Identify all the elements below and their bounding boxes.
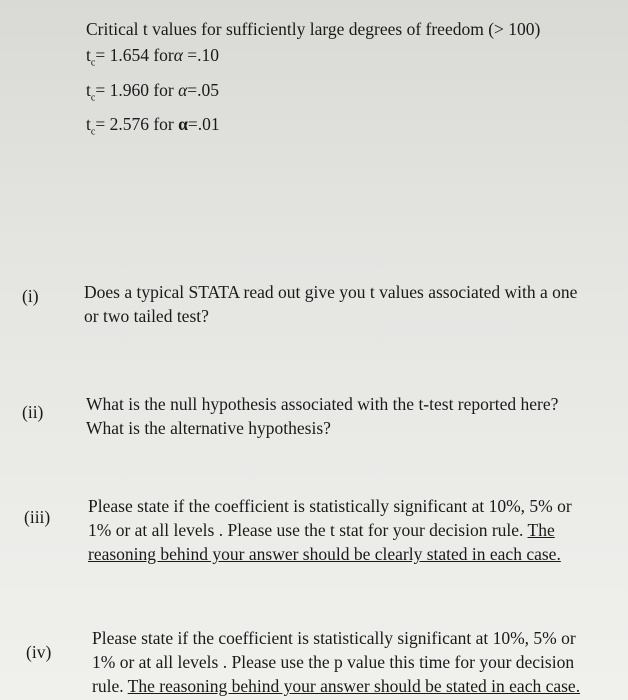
question-text: Please state if the coefficient is statistically significant at 10%, 5% or 1% or at all levels . Please use the t stat for your decision rule. The reasoning behind your answer should be clearly stated in each case. <box>88 496 572 564</box>
critical-values-block <box>86 16 540 146</box>
critical-value-line: $t_c= 1.654$ forα =.10 <box>86 45 220 69</box>
alpha-symbol: α <box>178 79 188 100</box>
question-text: Please state if the coefficient is statistically significant at 10%, 5% or 1% or at all levels . Please use the p value this time for your decision rule. The reasoning behind your answer should be stated in each case. <box>92 628 581 696</box>
question-text: Does a typical STATA read out give you t values associated with a one or two tailed test? <box>84 282 578 326</box>
alpha-symbol: α <box>173 45 183 65</box>
critical-value-line: $t_c= 1.960$ for α=.05 <box>86 79 220 103</box>
alpha-symbol: α <box>178 114 188 134</box>
critical-values-heading: Critical t values for sufficiently large degrees of freedom (> 100) <box>86 19 541 39</box>
question-number: (iii) <box>24 507 51 527</box>
question-number: (iv) <box>26 642 52 662</box>
critical-value-line: $t_c= 2.576$ for α=.01 <box>86 114 220 138</box>
question-number: (i) <box>22 286 39 306</box>
question-text: What is the null hypothesis associated with the t-test reported here? What is the alternative hypothesis? <box>86 394 559 438</box>
question-number: (ii) <box>22 402 44 422</box>
